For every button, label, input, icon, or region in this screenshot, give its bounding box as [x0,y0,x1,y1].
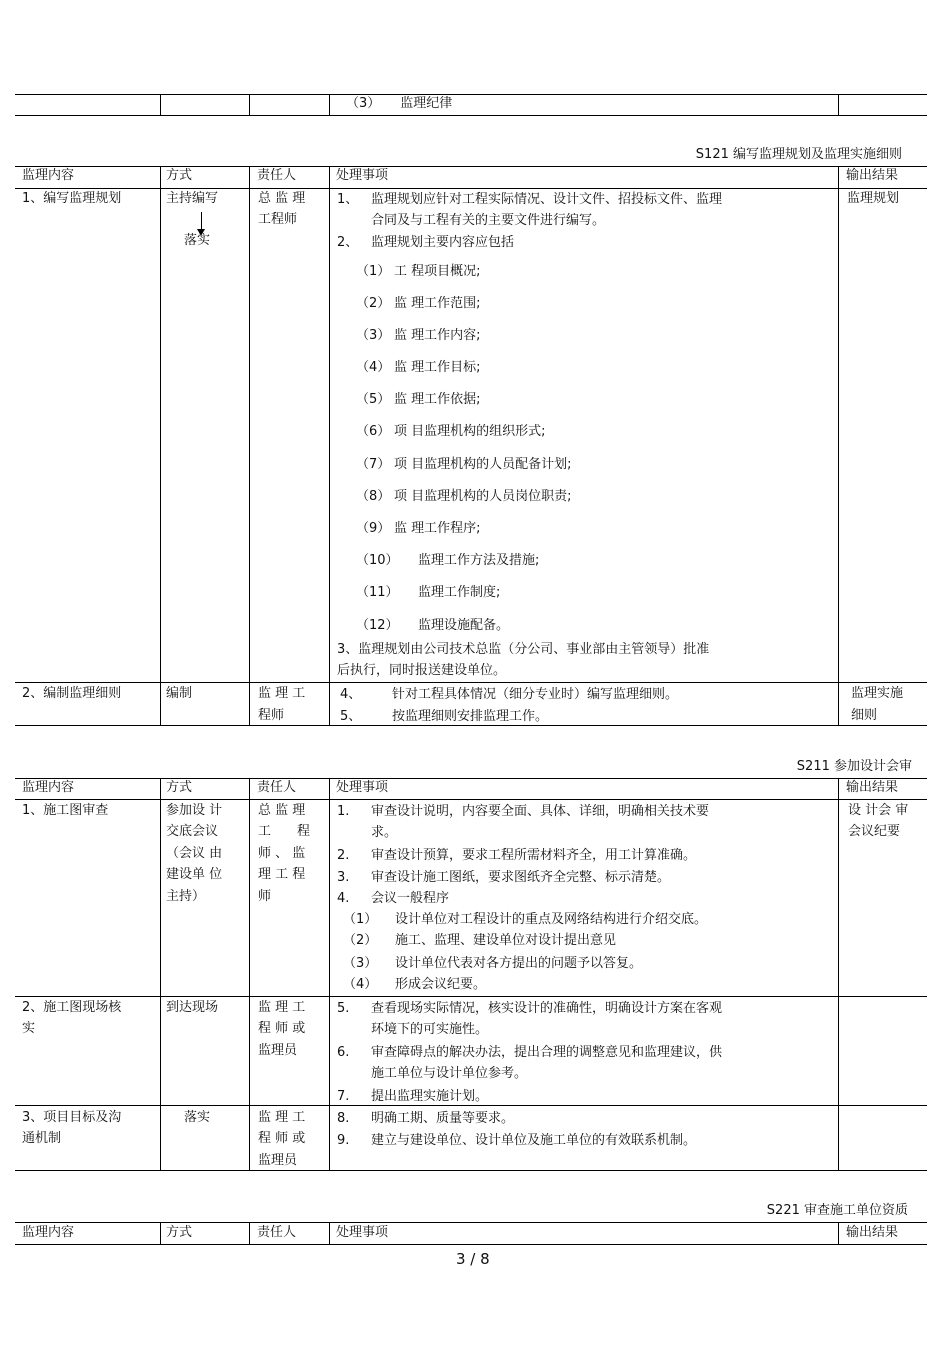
table-rule [15,778,927,779]
row-method: 落实 [184,1110,211,1125]
table-rule [15,996,927,997]
column-rule [838,166,839,725]
row-person: 工 程 [258,824,311,839]
column-rule [838,778,839,1170]
header-person: 责任人 [257,1225,297,1240]
list-item: 6. 审查障碍点的解决办法，提出合理的调整意见和监理建议，供 [337,1045,723,1060]
row-method: 建设单 位 [166,867,223,882]
header-person: 责任人 [257,168,297,183]
column-rule [329,1222,330,1244]
header-content: 监理内容 [22,168,75,183]
header-person: 责任人 [257,780,297,795]
column-rule [249,778,250,1170]
table-rule [15,1170,927,1171]
row-person: 总 监 理 [258,191,306,206]
column-rule [838,1222,839,1244]
row-person: 师 [258,889,272,904]
page-number: 3 / 8 [456,1250,490,1268]
row-method-bottom: 落实 [184,233,211,248]
list-item: 3. 审查设计施工图纸，要求图纸齐全完整、标示清楚。 [337,870,671,885]
column-rule [329,94,330,115]
row-person: 监理员 [258,1153,298,1168]
row-output: 监理实施 [851,686,904,701]
header-content: 监理内容 [22,1225,75,1240]
row-content: 实 [22,1021,36,1036]
header-items: 处理事项 [336,168,389,183]
row-output: 监理规划 [847,191,900,206]
row-person: 程 师 或 [258,1021,306,1036]
row-content: 2、编制监理细则 [22,686,122,701]
row-method: 交底会议 [166,824,219,839]
list-item-continued: 后执行，同时报送建设单位。 [337,663,507,678]
sub-item: （4） 形成会议纪要。 [343,977,487,992]
column-rule [249,1222,250,1244]
sub-item: （3） 监 理工作内容; [356,328,481,343]
list-item-continued: 施工单位与设计单位参考。 [371,1066,528,1081]
sub-item: （2） 施工、监理、建设单位对设计提出意见 [343,933,617,948]
column-rule [160,166,161,725]
row-person: 监理员 [258,1043,298,1058]
sub-item: （5） 监 理工作依据; [356,392,481,407]
sub-item: （7） 项 目监理机构的人员配备计划; [356,457,572,472]
row-person: 师 、 监 [258,846,306,861]
row-output: 会议纪要 [848,824,901,839]
row-method: 主持编写 [166,191,219,206]
row-method: 编制 [166,686,193,701]
table-rule [15,166,927,167]
row-content: 2、施工图现场核 [22,1000,122,1015]
list-item: 2. 审查设计预算，要求工程所需材料齐全，用工计算准确。 [337,848,697,863]
sub-item: （11） 监理工作制度; [356,585,501,600]
table-rule [15,682,927,683]
row-person: 工程师 [258,212,298,227]
column-rule [160,778,161,1170]
table-rule [15,115,927,116]
column-rule [838,94,839,115]
sub-item: （8） 项 目监理机构的人员岗位职责; [356,489,572,504]
list-item: 9. 建立与建设单位、设计单位及施工单位的有效联系机制。 [337,1133,697,1148]
list-item: 8. 明确工期、质量等要求。 [337,1111,515,1126]
header-output: 输出结果 [846,780,899,795]
sub-item: （3） 设计单位代表对各方提出的问题予以答复。 [343,956,643,971]
column-rule [249,94,250,115]
list-item-continued: 求。 [371,825,398,840]
sub-item: （10） 监理工作方法及措施; [356,553,540,568]
list-item-continued: 合同及与工程有关的主要文件进行编写。 [371,213,606,228]
row-method: 主持） [166,889,206,904]
header-items: 处理事项 [336,1225,389,1240]
row-person: 监 理 工 [258,686,306,701]
column-rule [329,166,330,725]
list-item: 3、监理规划由公司技术总监（分公司、事业部由主管领导）批准 [337,642,710,657]
sub-item: （9） 监 理工作程序; [356,521,481,536]
list-item: 4. 会议一般程序 [337,891,450,906]
header-output: 输出结果 [846,1225,899,1240]
header-method: 方式 [166,168,193,183]
header-method: 方式 [166,780,193,795]
row-person: 程师 [258,708,285,723]
row-content: 1、编写监理规划 [22,191,122,206]
list-item: 1、 监理规划应针对工程实际情况、设计文件、招投标文件、监理 [337,192,723,207]
table-rule [15,94,927,95]
table-rule [15,1244,927,1245]
row-person: 理 工 程 [258,867,306,882]
sub-item: （6） 项 目监理机构的组织形式; [356,424,546,439]
sub-item: （4） 监 理工作目标; [356,360,481,375]
row-output: 细则 [851,708,878,723]
header-method: 方式 [166,1225,193,1240]
row-content: 3、项目目标及沟 [22,1110,122,1125]
row-person: 监 理 工 [258,1110,306,1125]
row-method: 参加设 计 [166,803,223,818]
list-item-continued: 环境下的可实施性。 [371,1022,489,1037]
sub-item: （1） 设计单位对工程设计的重点及网络结构进行介绍交底。 [343,912,708,927]
row-person: 程 师 或 [258,1131,306,1146]
list-item: 5. 查看现场实际情况，核实设计的准确性，明确设计方案在客观 [337,1001,723,1016]
column-rule [249,166,250,725]
sub-item: （12） 监理设施配备。 [356,618,510,633]
table-rule [15,799,927,800]
list-item: 4、 针对工程具体情况（细分专业时）编写监理细则。 [340,687,679,702]
sub-item: （2） 监 理工作范围; [356,296,481,311]
section-caption: S221 审查施工单位资质 [766,1203,908,1218]
row-method: 到达现场 [166,1000,219,1015]
column-rule [160,94,161,115]
table-rule [15,1222,927,1223]
list-item: 2、 监理规划主要内容应包括 [337,235,515,250]
row-content: 1、施工图审查 [22,803,109,818]
column-rule [329,778,330,1170]
column-rule [160,1222,161,1244]
header-output: 输出结果 [846,168,899,183]
list-item: 1. 审查设计说明，内容要全面、具体、详细，明确相关技术要 [337,804,710,819]
arrow-down-icon [201,212,202,230]
list-item: 5、 按监理细则安排监理工作。 [340,709,549,724]
row-content: 通机制 [22,1131,62,1146]
section-caption: S121 编写监理规划及监理实施细则 [695,147,902,162]
header-content: 监理内容 [22,780,75,795]
header-items: 处理事项 [336,780,389,795]
table-rule [15,188,927,189]
sub-item: （1） 工 程项目概况; [356,264,481,279]
top-row-item: （3） 监理纪律 [346,96,453,111]
row-person: 监 理 工 [258,1000,306,1015]
row-output: 设 计会 审 [848,803,909,818]
row-person: 总 监 理 [258,803,306,818]
section-caption: S211 参加设计会审 [796,759,912,774]
row-method: （会议 由 [166,846,223,861]
list-item: 7. 提出监理实施计划。 [337,1089,489,1104]
